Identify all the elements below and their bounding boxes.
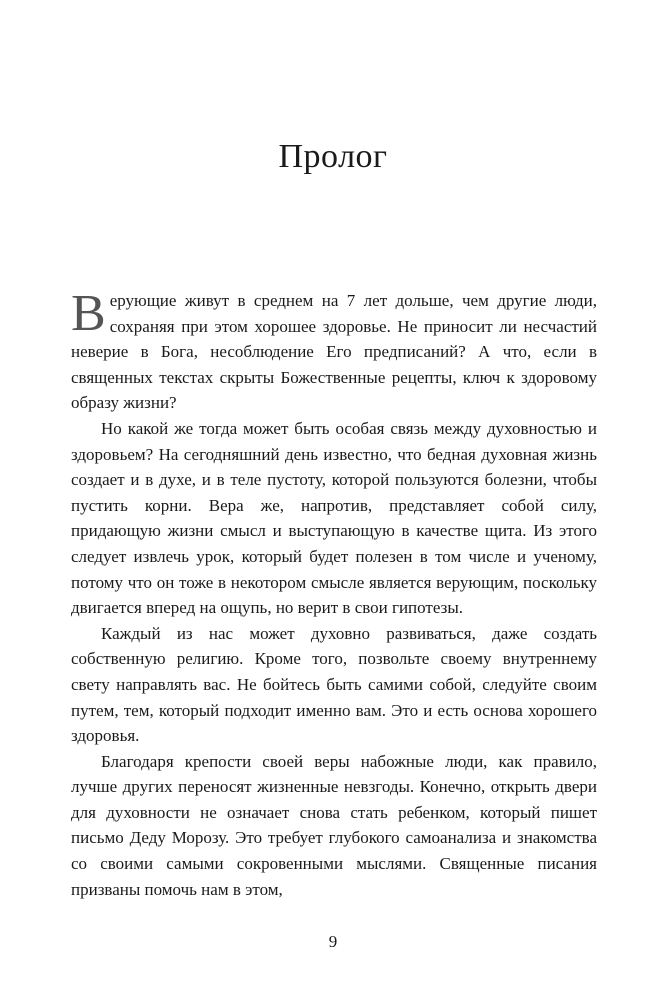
paragraph-1-text: ерующие живут в среднем на 7 лет дольше, чем другие люди, сохраняя при этом хорошее здоровье. Не приносит ли несчастий неверие в Бога, несоблюдение Его предписаний? А что, если в священных текстах скрыты Божественные рецепты, ключ к здоровому образу жизни? bbox=[71, 291, 597, 413]
paragraph-3: Каждый из нас может духовно развиваться, даже создать собственную религию. Кроме того, позвольте своему внутреннему свету направлять вас. Не бойтесь быть самими собой, следуйте своим путем, тем, который подходит именно вам. Это и есть основа хорошего здоровья. bbox=[71, 623, 597, 746]
paragraph-4: Благодаря крепости своей веры набожные люди, как правило, лучше других переносят жизненные невзгоды. Конечно, открыть двери для духовности не означает снова стать ребенком, который пишет письмо Деду Морозу. Это требует глубокого самоанализа и знакомства со своими самыми сокровенными мыслями. Священные писания призваны помочь нам в этом, bbox=[71, 751, 597, 899]
chapter-body bbox=[71, 285, 597, 902]
drop-cap: В bbox=[71, 285, 106, 342]
paragraph-1 bbox=[71, 285, 597, 416]
paragraph-2: Но какой же тогда может быть особая связь между духовностью и здоровьем? На сегодняшний день известно, что бедная духовная жизнь создает и в духе, и в теле пустоту, которой пользуются болезни, чтобы пустить корни. Вера же, напротив, представляет собой силу, придающую жизни смысл и выступающую в качестве щита. Из этого следует извлечь урок, который будет полезен в том числе и ученому, потому что он тоже в некотором смысле является верующим, поскольку двигается вперед на ощупь, но верит в свои гипотезы. bbox=[71, 418, 597, 618]
chapter-title: Пролог bbox=[278, 138, 388, 175]
page-number: 9 bbox=[328, 932, 338, 951]
